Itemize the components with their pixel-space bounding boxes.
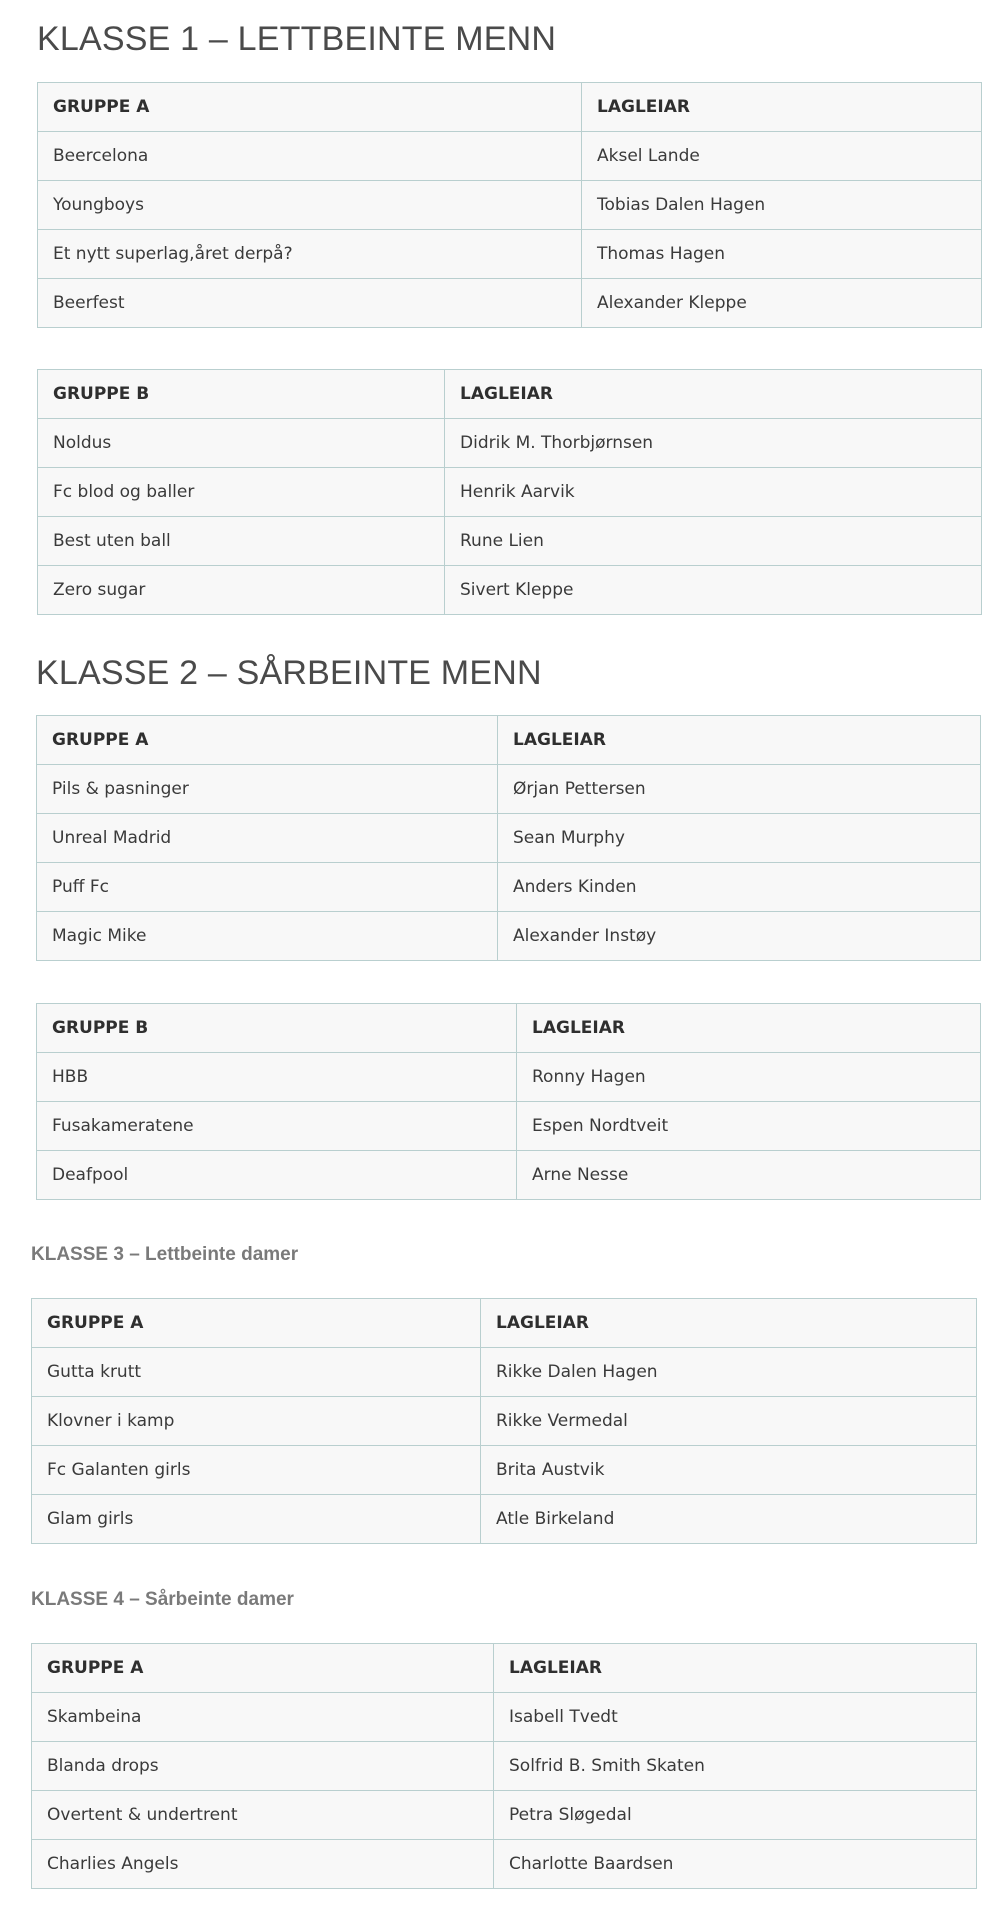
table-header-row	[37, 716, 981, 765]
section-title-klasse-3: KLASSE 3 – Lettbeinte damer	[31, 1244, 299, 1265]
table-row	[38, 132, 982, 181]
section-title-klasse-2: KLASSE 2 – SÅRBEINTE MENN	[36, 654, 542, 692]
leader-header: LAGLEIAR	[494, 1644, 977, 1693]
team-name: Youngboys	[38, 181, 582, 230]
table-row	[38, 230, 982, 279]
table-row	[38, 419, 982, 468]
table-row	[32, 1693, 977, 1742]
table-row	[38, 181, 982, 230]
team-leader: Rikke Dalen Hagen	[481, 1348, 977, 1397]
table-header-row	[37, 1004, 981, 1053]
table-row	[32, 1742, 977, 1791]
team-leader: Alexander Kleppe	[582, 279, 982, 328]
group-table-klasse-1-gruppe-b	[37, 369, 982, 615]
team-leader: Solfrid B. Smith Skaten	[494, 1742, 977, 1791]
leader-header: LAGLEIAR	[498, 716, 981, 765]
group-header: GRUPPE B	[38, 370, 445, 419]
team-name: Beerfest	[38, 279, 582, 328]
team-name: Fusakameratene	[37, 1102, 517, 1151]
table-row	[37, 912, 981, 961]
group-table-klasse-2-gruppe-a	[36, 715, 981, 961]
team-leader: Brita Austvik	[481, 1446, 977, 1495]
table-row	[37, 1151, 981, 1200]
team-name: HBB	[37, 1053, 517, 1102]
team-name: Deafpool	[37, 1151, 517, 1200]
section-title-klasse-4: KLASSE 4 – Sårbeinte damer	[31, 1589, 294, 1610]
table-header-row	[38, 370, 982, 419]
team-name: Klovner i kamp	[32, 1397, 481, 1446]
section-title-klasse-1: KLASSE 1 – LETTBEINTE MENN	[37, 20, 557, 58]
table-row	[37, 814, 981, 863]
group-header: GRUPPE A	[37, 716, 498, 765]
team-leader: Atle Birkeland	[481, 1495, 977, 1544]
team-name: Glam girls	[32, 1495, 481, 1544]
table-row	[37, 863, 981, 912]
table-row	[37, 1053, 981, 1102]
team-leader: Didrik M. Thorbjørnsen	[445, 419, 982, 468]
leader-header: LAGLEIAR	[582, 83, 982, 132]
table-row	[37, 1102, 981, 1151]
team-leader: Espen Nordtveit	[517, 1102, 981, 1151]
group-header: GRUPPE A	[32, 1644, 494, 1693]
team-leader: Petra Sløgedal	[494, 1791, 977, 1840]
team-name: Gutta krutt	[32, 1348, 481, 1397]
group-table-klasse-1-gruppe-a	[37, 82, 982, 328]
table-row	[32, 1791, 977, 1840]
table-row	[32, 1348, 977, 1397]
team-leader: Alexander Instøy	[498, 912, 981, 961]
table-row	[38, 468, 982, 517]
team-leader: Rikke Vermedal	[481, 1397, 977, 1446]
team-leader: Ronny Hagen	[517, 1053, 981, 1102]
table-header-row	[38, 83, 982, 132]
team-leader: Sean Murphy	[498, 814, 981, 863]
team-name: Beercelona	[38, 132, 582, 181]
team-name: Magic Mike	[37, 912, 498, 961]
team-name: Overtent & undertrent	[32, 1791, 494, 1840]
team-leader: Charlotte Baardsen	[494, 1840, 977, 1889]
team-name: Charlies Angels	[32, 1840, 494, 1889]
team-name: Et nytt superlag,året derpå?	[38, 230, 582, 279]
leader-header: LAGLEIAR	[517, 1004, 981, 1053]
team-name: Pils & pasninger	[37, 765, 498, 814]
team-leader: Sivert Kleppe	[445, 566, 982, 615]
team-name: Puff Fc	[37, 863, 498, 912]
team-leader: Rune Lien	[445, 517, 982, 566]
team-leader: Aksel Lande	[582, 132, 982, 181]
leader-header: LAGLEIAR	[481, 1299, 977, 1348]
team-name: Unreal Madrid	[37, 814, 498, 863]
team-leader: Tobias Dalen Hagen	[582, 181, 982, 230]
group-table-klasse-3-gruppe-a	[31, 1298, 977, 1544]
group-header: GRUPPE B	[37, 1004, 517, 1053]
team-leader: Thomas Hagen	[582, 230, 982, 279]
table-row	[37, 765, 981, 814]
team-name: Fc blod og baller	[38, 468, 445, 517]
group-header: GRUPPE A	[32, 1299, 481, 1348]
team-leader: Arne Nesse	[517, 1151, 981, 1200]
table-row	[32, 1397, 977, 1446]
table-header-row	[32, 1299, 977, 1348]
team-leader: Ørjan Pettersen	[498, 765, 981, 814]
team-name: Noldus	[38, 419, 445, 468]
table-row	[32, 1495, 977, 1544]
team-name: Skambeina	[32, 1693, 494, 1742]
table-row	[32, 1446, 977, 1495]
team-leader: Henrik Aarvik	[445, 468, 982, 517]
table-header-row	[32, 1644, 977, 1693]
team-name: Blanda drops	[32, 1742, 494, 1791]
leader-header: LAGLEIAR	[445, 370, 982, 419]
table-row	[32, 1840, 977, 1889]
table-row	[38, 566, 982, 615]
team-name: Fc Galanten girls	[32, 1446, 481, 1495]
group-table-klasse-2-gruppe-b	[36, 1003, 981, 1200]
table-row	[38, 517, 982, 566]
team-name: Best uten ball	[38, 517, 445, 566]
team-name: Zero sugar	[38, 566, 445, 615]
table-row	[38, 279, 982, 328]
team-leader: Isabell Tvedt	[494, 1693, 977, 1742]
group-table-klasse-4-gruppe-a	[31, 1643, 977, 1889]
team-leader: Anders Kinden	[498, 863, 981, 912]
group-header: GRUPPE A	[38, 83, 582, 132]
